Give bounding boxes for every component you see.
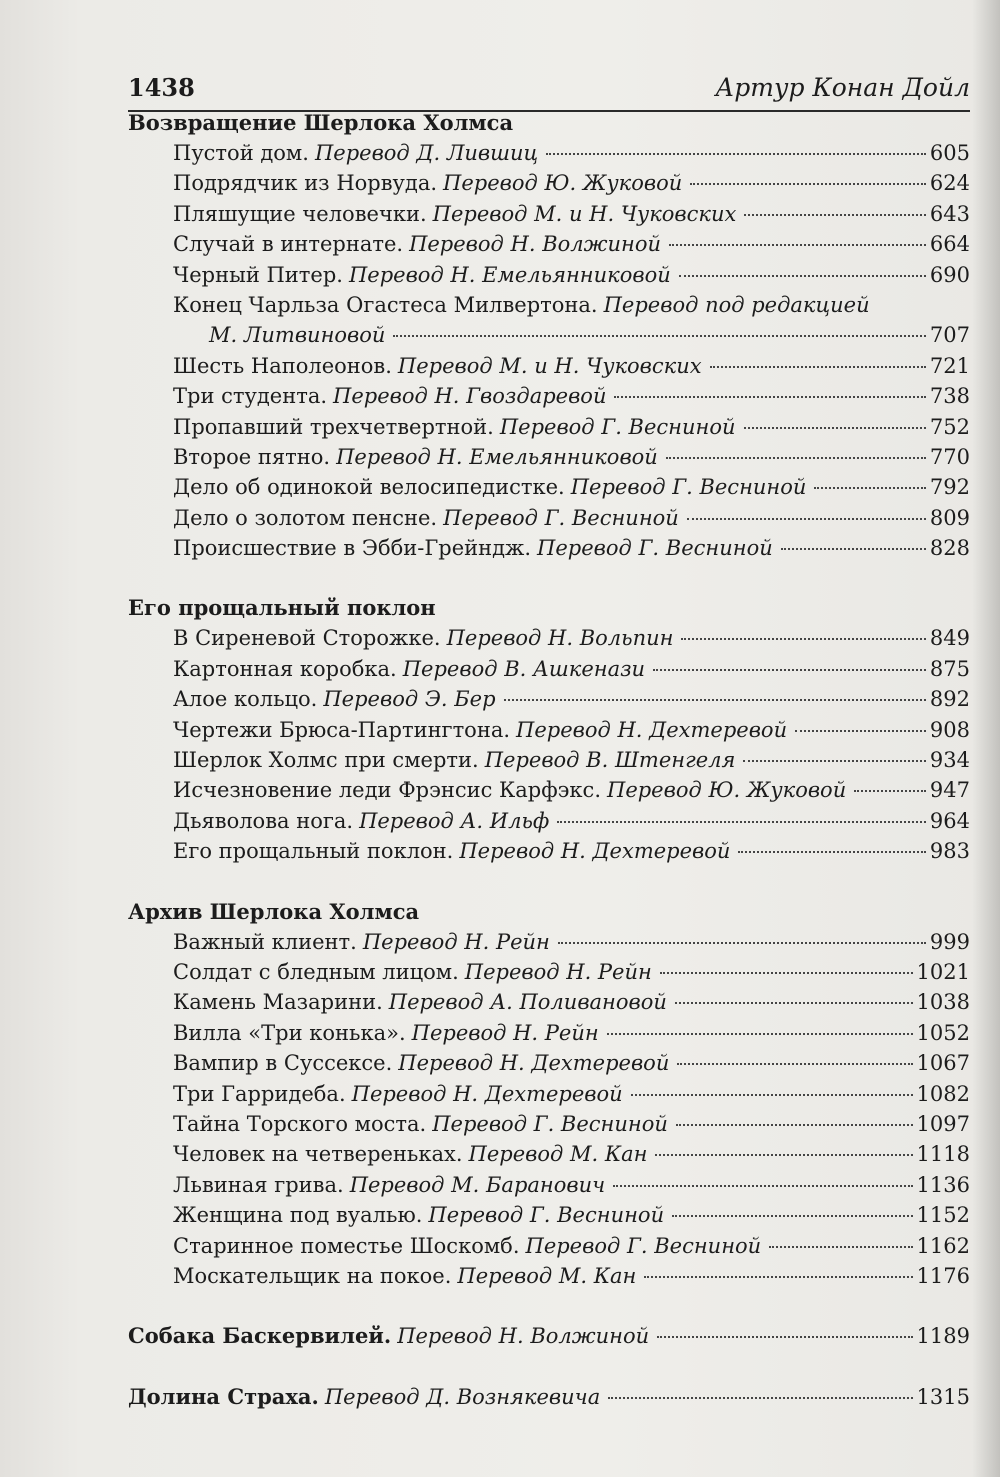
entry-page: 624 [929, 171, 970, 196]
toc-entry [128, 290, 970, 320]
dot-leader [613, 1184, 912, 1187]
entry-page: 792 [929, 475, 970, 500]
toc-section [128, 593, 970, 866]
dot-leader [738, 850, 925, 853]
toc-entry [128, 775, 970, 805]
entry-title: Дьяволова нога. [173, 808, 354, 833]
entry-page: 875 [929, 656, 970, 681]
entry-translation: Перевод А. Ильф [359, 808, 550, 833]
entry-page: 707 [929, 323, 970, 348]
dot-leader [675, 1001, 913, 1004]
entry-page: 664 [929, 232, 970, 257]
dot-leader [676, 1123, 913, 1126]
toc-entry [128, 138, 970, 168]
entry-page: 1038 [916, 990, 970, 1015]
toc-entry-continuation [128, 320, 970, 350]
toc-entry [128, 987, 970, 1017]
entry-page: 643 [929, 201, 970, 226]
dot-leader [631, 1093, 913, 1096]
toc-section [128, 897, 970, 1292]
dot-leader [687, 517, 926, 520]
dot-leader [657, 1335, 912, 1338]
dot-leader [743, 759, 926, 762]
toc-entry [128, 351, 970, 381]
toc-entry [128, 412, 970, 442]
entry-translation: Перевод Н. Емельянниковой [336, 444, 658, 469]
entry-title: Львиная грива. [173, 1172, 344, 1197]
entry-translation: Перевод Н. Дехтеревой [459, 839, 731, 864]
entry-title: Чертежи Брюса-Партингтона. [173, 717, 511, 742]
entry-translation: Перевод под редакцией [603, 292, 870, 317]
entry-page: 809 [929, 505, 970, 530]
entry-page: 999 [929, 929, 970, 954]
entry-title: Вампир в Суссексе. [173, 1051, 393, 1076]
entry-page: 934 [929, 748, 970, 773]
entry-translation: Перевод Н. Дехтеревой [398, 1051, 670, 1076]
toc-entry [128, 1321, 970, 1351]
dot-leader [781, 547, 926, 550]
entry-translation: Перевод Ю. Жуковой [443, 171, 683, 196]
dot-leader [546, 152, 926, 155]
entry-title: Случай в интернате. [173, 232, 404, 257]
toc-entry [128, 806, 970, 836]
entry-page: 828 [929, 536, 970, 561]
toc-entry [128, 1079, 970, 1109]
entry-title: Шесть Наполеонов. [173, 353, 392, 378]
entry-title: Собака Баскервилей. [128, 1323, 392, 1349]
toc-entry [128, 1261, 970, 1291]
entry-page: 1162 [916, 1233, 970, 1258]
entry-translation: Перевод В. Штенгеля [484, 748, 736, 773]
toc-entry [128, 684, 970, 714]
dot-leader [660, 971, 913, 974]
entry-page: 1136 [916, 1172, 970, 1197]
entry-title: В Сиреневой Сторожке. [173, 626, 441, 651]
entry-title: Три Гарридеба. [173, 1081, 346, 1106]
toc-entry [128, 381, 970, 411]
entry-translation: Перевод Н. Волжиной [397, 1324, 650, 1349]
entry-translation: Перевод Г. Весниной [537, 536, 773, 561]
toc-entry [128, 715, 970, 745]
entry-page: 1189 [916, 1324, 970, 1349]
dot-leader [854, 789, 926, 792]
entry-page: 1118 [916, 1142, 970, 1167]
toc-entry [128, 229, 970, 259]
toc-entry [128, 1018, 970, 1048]
section-title: Его прощальный поклон [128, 595, 436, 621]
entry-title: Тайна Торского моста. [173, 1111, 427, 1136]
toc-entry [128, 654, 970, 684]
entry-translation: Перевод Г. Весниной [525, 1233, 762, 1258]
dot-leader [608, 1396, 912, 1399]
entry-translation: Перевод Ю. Жуковой [607, 778, 847, 803]
entry-title: Алое кольцо. [173, 687, 318, 712]
entry-translation: Перевод Э. Бер [323, 687, 496, 712]
dot-leader [655, 1153, 912, 1156]
entry-page: 849 [929, 626, 970, 651]
entry-translation: Перевод Н. Вольпин [446, 626, 674, 651]
entry-translation: Перевод Н. Емельянниковой [348, 262, 671, 287]
dot-leader [504, 698, 926, 701]
entry-title: Старинное поместье Шоскомб. [173, 1233, 520, 1258]
entry-title: Дело о золотом пенсне. [173, 505, 438, 530]
entry-title: Вилла «Три конька». [173, 1020, 406, 1045]
dot-leader [679, 274, 926, 277]
entry-title: Три студента. [173, 384, 328, 409]
toc-entry [128, 1139, 970, 1169]
entry-title: Подрядчик из Норвуда. [173, 171, 438, 196]
dot-leader [653, 668, 926, 671]
entry-translation: Перевод Н. Рейн [464, 959, 652, 984]
entry-page: 1315 [916, 1384, 970, 1409]
toc-entry [128, 1200, 970, 1230]
entry-translation: Перевод М. и Н. Чуковских [432, 201, 737, 226]
entry-title: Происшествие в Эбби-Грейндж. [173, 536, 532, 561]
dot-leader [690, 182, 926, 185]
toc-entry [128, 533, 970, 563]
entry-title: Солдат с бледным лицом. [173, 959, 459, 984]
dot-leader [672, 1214, 912, 1217]
entry-title: Женщина под вуалью. [173, 1203, 423, 1228]
entry-title: Его прощальный поклон. [173, 839, 454, 864]
entry-page: 1021 [916, 959, 970, 984]
entry-title: Долина Страха. [128, 1383, 319, 1409]
section-title: Возвращение Шерлока Холмса [128, 110, 514, 135]
toc-entry [128, 927, 970, 957]
toc-section-standalone [128, 1382, 970, 1412]
entry-page: 1097 [916, 1111, 970, 1136]
dot-leader [558, 941, 926, 944]
entry-title: Картонная коробка. [173, 656, 397, 681]
toc-entry [128, 836, 970, 866]
toc-entry [128, 199, 970, 229]
page-header [128, 62, 970, 112]
dot-leader [677, 1062, 912, 1065]
entry-page: 1152 [916, 1203, 970, 1228]
entry-translation: Перевод М. Кан [468, 1142, 648, 1167]
entry-translation: Перевод Г. Весниной [443, 505, 679, 530]
dot-leader [744, 213, 926, 216]
toc-entry [128, 1382, 970, 1412]
entry-translation-cont: М. Литвиновой [209, 323, 386, 348]
toc-entry [128, 442, 970, 472]
entry-translation: Перевод М. и Н. Чуковских [397, 353, 702, 378]
entry-translation: Перевод Н. Гвоздаревой [333, 384, 607, 409]
entry-page: 738 [929, 384, 970, 409]
entry-translation: Перевод Н. Дехтеревой [516, 717, 788, 742]
toc-entry [128, 1170, 970, 1200]
entry-page: 1082 [916, 1081, 970, 1106]
toc-entry [128, 1109, 970, 1139]
entry-page: 892 [929, 687, 970, 712]
entry-title: Москательщик на покое. [173, 1263, 452, 1288]
entry-translation: Перевод Г. Весниной [432, 1111, 668, 1136]
entry-page: 964 [929, 808, 970, 833]
toc-entry [128, 472, 970, 502]
entry-title: Дело об одинокой велосипедистке. [173, 475, 565, 500]
entry-page: 605 [929, 141, 970, 165]
dot-leader [393, 334, 925, 337]
toc-entry [128, 1048, 970, 1078]
entry-page: 721 [929, 353, 970, 378]
toc-entry [128, 957, 970, 987]
toc-entry [128, 745, 970, 775]
toc-section [128, 108, 970, 563]
entry-translation: Перевод Н. Рейн [362, 929, 550, 954]
toc-entry [128, 260, 970, 290]
running-head: Артур Конан Дойл [715, 73, 970, 102]
toc-entry [128, 168, 970, 198]
dot-leader [607, 1032, 913, 1035]
entry-page: 770 [929, 444, 970, 469]
entry-title: Шерлок Холмс при смерти. [173, 748, 479, 773]
entry-translation: Перевод Д. Вознякевича [324, 1384, 601, 1409]
entry-title: Важный клиент. [173, 929, 357, 954]
entry-page: 908 [929, 717, 970, 742]
entry-title: Пустой дом. [173, 141, 309, 165]
dot-leader [666, 456, 926, 459]
entry-translation: Перевод Н. Дехтеревой [351, 1081, 623, 1106]
toc-entry [128, 623, 970, 653]
entry-page: 1176 [916, 1263, 970, 1288]
entry-translation: Перевод Г. Весниной [499, 414, 736, 439]
entry-translation: Перевод Д. Лившиц [314, 141, 539, 165]
entry-page: 983 [929, 839, 970, 864]
page-edge-shadow [972, 0, 1000, 1477]
entry-title: Человек на четвереньках. [173, 1142, 463, 1167]
dot-leader [769, 1245, 912, 1248]
toc-entry [128, 1231, 970, 1261]
entry-page: 1052 [916, 1020, 970, 1045]
entry-translation: Перевод Н. Волжиной [409, 232, 662, 257]
page-number: 1438 [128, 73, 195, 102]
entry-page: 752 [929, 414, 970, 439]
entry-page: 947 [929, 778, 970, 803]
dot-leader [669, 243, 926, 246]
toc-section-standalone [128, 1321, 970, 1351]
toc-entry [128, 503, 970, 533]
entry-translation: Перевод М. Кан [457, 1263, 637, 1288]
dot-leader [744, 426, 926, 429]
entry-title: Второе пятно. [173, 444, 331, 469]
dot-leader [795, 729, 926, 732]
entry-title: Исчезновение леди Фрэнсис Карфэкс. [173, 778, 601, 803]
dot-leader [644, 1275, 912, 1278]
entry-translation: Перевод Н. Рейн [411, 1020, 599, 1045]
entry-page: 690 [929, 262, 970, 287]
entry-translation: Перевод А. Поливановой [388, 990, 667, 1015]
entry-title: Пляшущие человечки. [173, 201, 427, 226]
dot-leader [681, 637, 925, 640]
dot-leader [710, 365, 926, 368]
entry-title: Пропавший трехчетвертной. [173, 414, 494, 439]
entry-translation: Перевод Г. Весниной [570, 475, 807, 500]
entry-translation: Перевод Г. Весниной [428, 1203, 665, 1228]
entry-page: 1067 [916, 1051, 970, 1076]
entry-title: Черный Питер. [173, 262, 343, 287]
dot-leader [614, 395, 925, 398]
dot-leader [814, 486, 925, 489]
section-title: Архив Шерлока Холмса [128, 898, 420, 924]
entry-translation: Перевод В. Ашкенази [402, 656, 646, 681]
entry-translation: Перевод М. Баранович [349, 1172, 606, 1197]
table-of-contents [128, 108, 970, 1442]
entry-title: Конец Чарльза Огастеса Милвертона. [173, 292, 598, 317]
entry-title: Камень Мазарини. [173, 990, 383, 1015]
dot-leader [557, 820, 926, 823]
